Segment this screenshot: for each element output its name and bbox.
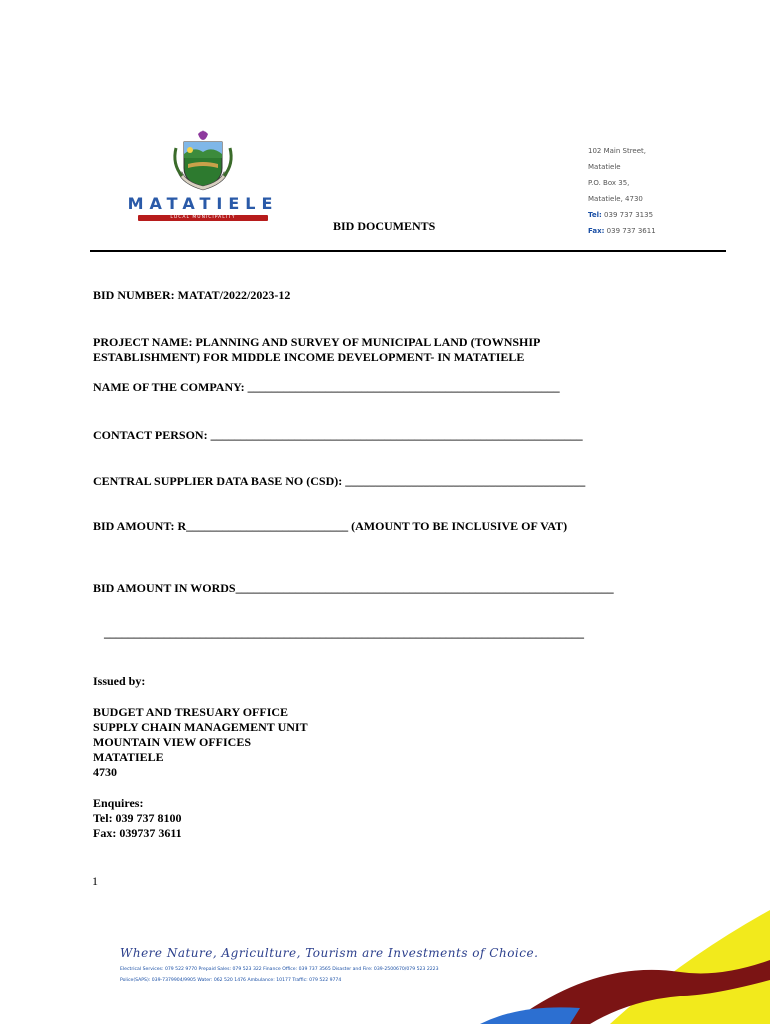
company-name-blank[interactable]: ____________________________________________________ [247, 380, 560, 394]
bid-amount-label: BID AMOUNT: R [93, 519, 187, 533]
municipality-logo [118, 128, 288, 228]
contact-person-label: CONTACT PERSON: [93, 428, 211, 442]
footer-contacts-line: Police(SAPS): 039-7379904/9905 Water: 062 520 1476 Ambulance: 10177 Traffic: 079 522 9774 [120, 978, 342, 983]
bid-amount-blank[interactable]: ___________________________ [186, 519, 349, 533]
csd-field[interactable] [93, 474, 585, 489]
contact-person-blank[interactable]: ______________________________________________________________ [210, 428, 583, 442]
address-fax [588, 223, 656, 239]
address-block [588, 143, 656, 239]
office-line: 4730 [93, 765, 117, 779]
enquiries-fax: Fax: 039737 3611 [93, 826, 182, 840]
office-line: BUDGET AND TRESUARY OFFICE [93, 705, 289, 719]
fax-value: 039 737 3611 [606, 227, 656, 235]
office-line: MOUNTAIN VIEW OFFICES [93, 735, 252, 749]
bid-amount-words-blank-2[interactable]: ________________________________________________________________________________ [104, 626, 584, 640]
footer-contacts [120, 964, 439, 986]
address-tel [588, 207, 656, 223]
company-name-label: NAME OF THE COMPANY: [93, 380, 248, 394]
office-line: MATATIELE [93, 750, 164, 764]
logo-subtitle: LOCAL MUNICIPALITY [170, 215, 236, 220]
bid-amount-field[interactable] [93, 519, 567, 534]
csd-blank[interactable]: ________________________________________ [345, 474, 586, 488]
address-line: Matatiele [588, 163, 621, 171]
enquiries-block [93, 796, 182, 841]
contact-person-field[interactable] [93, 428, 583, 443]
issued-by-label: Issued by: [93, 674, 146, 688]
title-divider [90, 250, 726, 252]
office-line: SUPPLY CHAIN MANAGEMENT UNIT [93, 720, 308, 734]
page-number: 1 [92, 874, 98, 888]
footer-contacts-line: Electrical Services: 079 522 9770 Prepaid Sales: 079 523 322 Finance Office: 039 737 3565 Disaster and Fire: 039-2500670/079 523 2223 [120, 967, 439, 972]
enquiries-tel: Tel: 039 737 8100 [93, 811, 182, 825]
enquiries-label: Enquires: [93, 796, 144, 810]
address-line: P.O. Box 35, [588, 179, 630, 187]
address-line: 102 Main Street, [588, 147, 647, 155]
bid-amount-note: (AMOUNT TO BE INCLUSIVE OF VAT) [348, 519, 568, 533]
csd-label: CENTRAL SUPPLIER DATA BASE NO (CSD): [93, 474, 346, 488]
footer-swoosh-graphic [480, 900, 770, 1024]
tel-value: 039 737 3135 [604, 211, 654, 219]
crest-icon [170, 128, 236, 194]
project-name [93, 335, 540, 365]
tel-label: Tel: [588, 211, 602, 219]
project-name-line: ESTABLISHMENT) FOR MIDDLE INCOME DEVELOPMENT- IN MATATIELE [93, 350, 525, 364]
company-name-field[interactable] [93, 380, 560, 395]
bid-amount-words-field[interactable] [93, 581, 614, 596]
bid-amount-words-label: BID AMOUNT IN WORDS [93, 581, 236, 595]
issuing-office [93, 705, 308, 780]
bid-amount-words-blank[interactable]: _______________________________________________________________ [235, 581, 614, 595]
document-title: BID DOCUMENTS [333, 219, 436, 233]
project-name-line: PROJECT NAME: PLANNING AND SURVEY OF MUNICIPAL LAND (TOWNSHIP [93, 335, 541, 349]
fax-label: Fax: [588, 227, 605, 235]
bid-number: BID NUMBER: MATAT/2022/2023-12 [93, 288, 291, 302]
logo-wordmark: MATATIELE [127, 194, 279, 213]
address-line: Matatiele, 4730 [588, 195, 643, 203]
footer-slogan: Where Nature, Agriculture, Tourism are Investments of Choice. [120, 946, 539, 960]
